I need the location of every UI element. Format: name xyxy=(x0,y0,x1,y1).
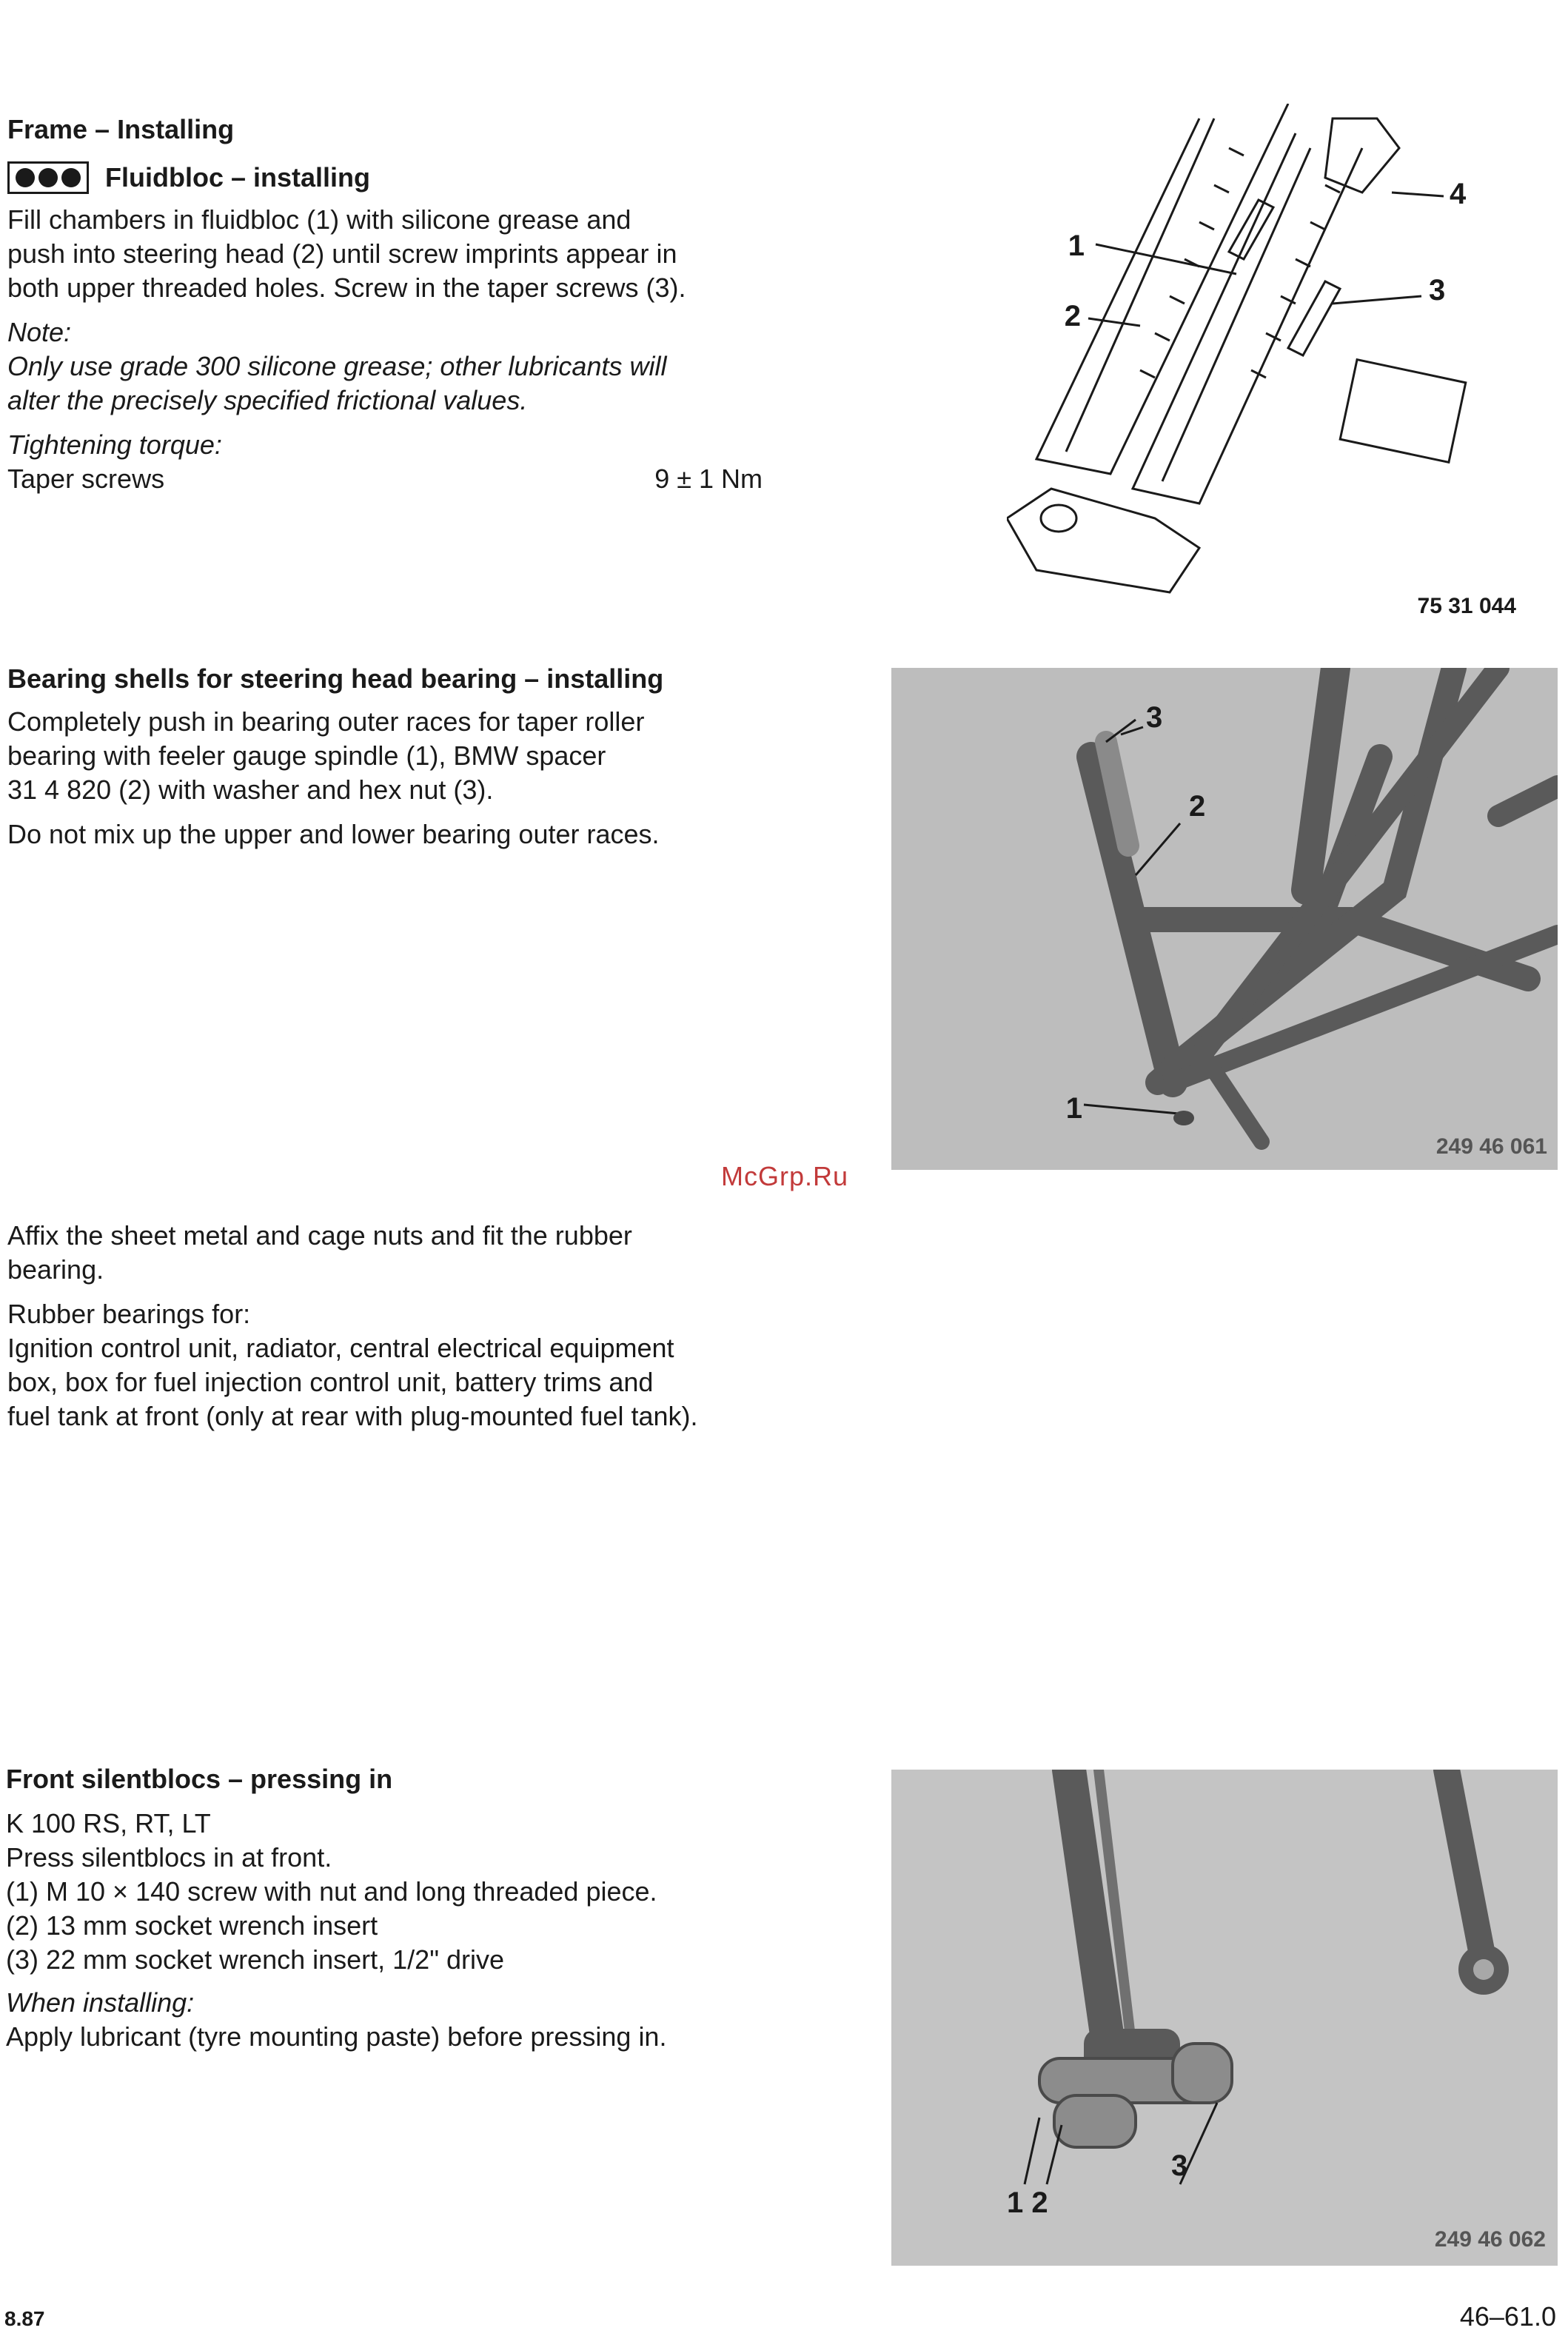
section-front-silentblocs xyxy=(6,1764,820,2054)
torque-row xyxy=(7,462,763,496)
silentbloc-instructions xyxy=(6,1807,820,1977)
note-line: alter the precisely specified frictional values. xyxy=(7,385,528,415)
sub-heading-row xyxy=(7,161,792,194)
callout-1-2: 1 2 xyxy=(1007,2186,1048,2219)
callout-3: 3 xyxy=(1146,701,1163,734)
list-label: Rubber bearings for: xyxy=(7,1299,251,1329)
torque-item: Taper screws xyxy=(7,464,165,494)
figure-number: 249 46 061 xyxy=(1435,1134,1547,1159)
body-line: (2) 13 mm socket wrench insert xyxy=(6,1910,378,1941)
body-line: push into steering head (2) until screw imprints appear in xyxy=(7,238,677,269)
callout-1: 1 xyxy=(1068,230,1085,262)
section-title: Front silentblocs – pressing in xyxy=(6,1764,393,1794)
body-line: (3) 22 mm socket wrench insert, 1/2" drive xyxy=(6,1944,505,1975)
body-line: Press silentblocs in at front. xyxy=(6,1842,332,1873)
figure-number: 75 31 044 xyxy=(1417,594,1516,618)
when-installing-label: When installing: xyxy=(6,1987,195,2018)
silentbloc-photo xyxy=(891,1770,1558,2266)
figure-number: 249 46 062 xyxy=(1434,2227,1546,2252)
callout-2: 2 xyxy=(1064,300,1081,332)
section-title: Frame – Installing xyxy=(7,114,235,144)
torque-value: 9 ± 1 Nm xyxy=(654,464,763,494)
note-label: Note: xyxy=(7,317,72,347)
fluidbloc-instructions xyxy=(7,203,792,305)
body-line: bearing with feeler gauge spindle (1), BMW spacer xyxy=(7,740,606,771)
callout-3: 3 xyxy=(1429,274,1446,307)
models-line: K 100 RS, RT, LT xyxy=(6,1808,211,1838)
body-line: bearing. xyxy=(7,1254,104,1285)
footer-date: 8.87 xyxy=(4,2307,45,2330)
body-line: Fill chambers in fluidbloc (1) with silicone grease and xyxy=(7,204,631,235)
list-line: box, box for fuel injection control unit, battery trims and xyxy=(7,1367,654,1397)
callout-4: 4 xyxy=(1450,178,1467,210)
body-line: (1) M 10 × 140 screw with nut and long threaded piece. xyxy=(6,1876,657,1907)
body-line: Completely push in bearing outer races for taper roller xyxy=(7,706,645,737)
callout-2: 2 xyxy=(1189,790,1206,823)
body-line: Affix the sheet metal and cage nuts and fit the rubber xyxy=(7,1220,632,1251)
page-number: 46–61.0 xyxy=(1459,2301,1556,2332)
callout-1: 1 xyxy=(1065,1092,1082,1125)
list-line: Ignition control unit, radiator, central electrical equipment xyxy=(7,1333,674,1363)
body-line: both upper threaded holes. Screw in the taper screws (3). xyxy=(7,272,686,303)
note-line: Only use grade 300 silicone grease; other lubricants will xyxy=(7,351,667,381)
section-rubber-bearings xyxy=(7,1219,822,1433)
sub-title: Fluidbloc – installing xyxy=(105,162,371,193)
warning-text: Do not mix up the upper and lower bearing outer races. xyxy=(7,819,660,849)
three-dot-difficulty-icon xyxy=(7,161,89,194)
section-title: Bearing shells for steering head bearing – installing xyxy=(7,663,664,694)
frame-photo xyxy=(891,668,1558,1170)
steering-head-drawing xyxy=(1007,104,1555,637)
section-bearing-shells xyxy=(7,663,822,851)
body-line: 31 4 820 (2) with washer and hex nut (3). xyxy=(7,774,494,805)
callout-3: 3 xyxy=(1171,2149,1188,2182)
list-line: fuel tank at front (only at rear with plug-mounted fuel tank). xyxy=(7,1401,698,1431)
torque-label: Tightening torque: xyxy=(7,429,222,460)
section-frame-installing xyxy=(7,114,792,496)
watermark: McGrp.Ru xyxy=(721,1161,849,1191)
steering-head-figure xyxy=(1007,104,1555,637)
bearing-instructions xyxy=(7,705,822,807)
silentbloc-photo-drawing xyxy=(891,1770,1558,2266)
when-installing-text: Apply lubricant (tyre mounting paste) before pressing in. xyxy=(6,2021,667,2052)
frame-photo-drawing xyxy=(891,668,1558,1170)
